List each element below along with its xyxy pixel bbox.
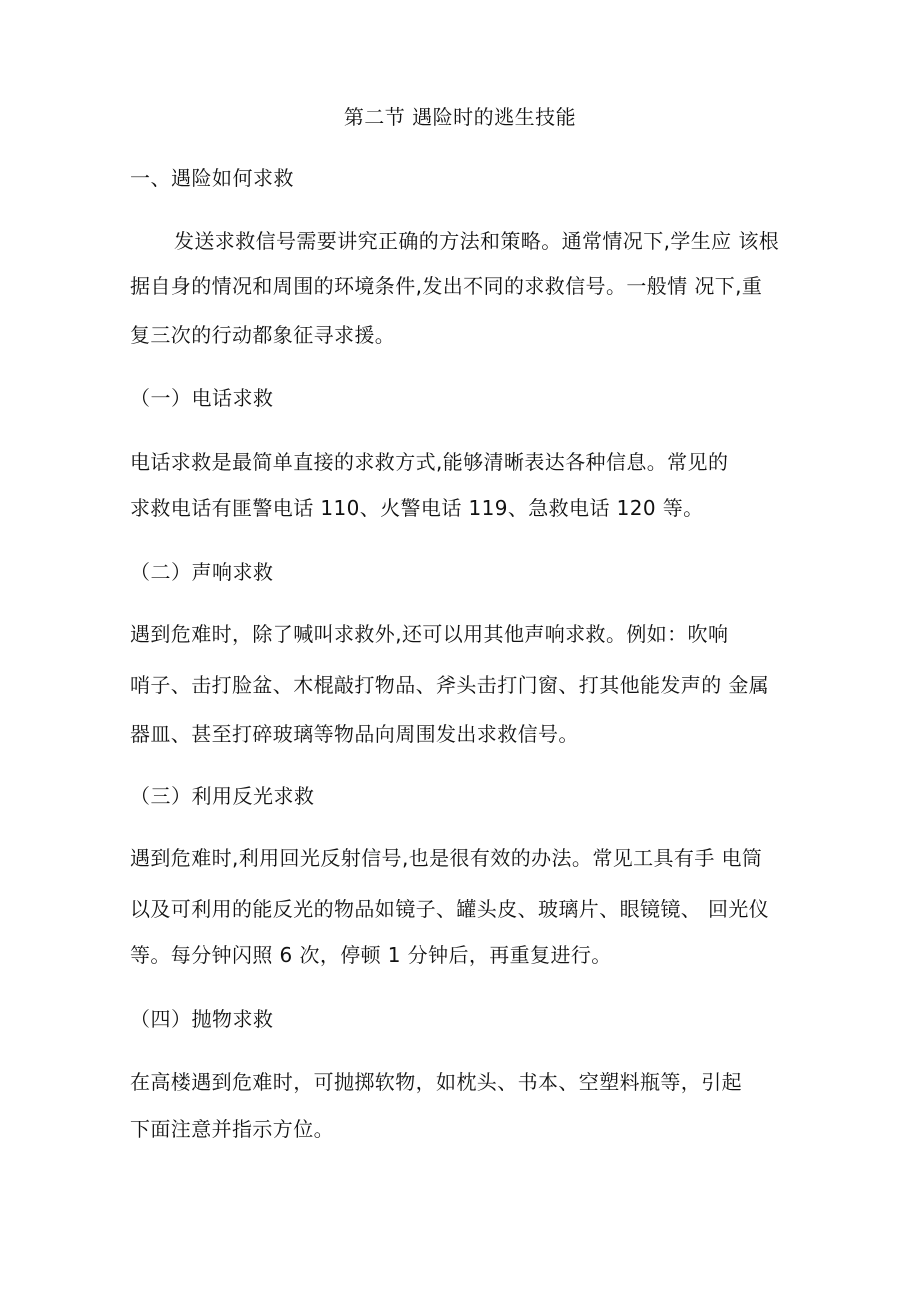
paragraph-line: 据自身的情况和周围的环境条件,发出不同的求救信号。一般情 况下,重 bbox=[130, 274, 763, 298]
paragraph-line: 在高楼遇到危难时，可抛掷软物，如枕头、书本、空塑料瓶等，引起 bbox=[130, 1070, 742, 1094]
subsection-heading-sound: （二）声响求救 bbox=[130, 560, 274, 584]
subsection-heading-throwing: （四）抛物求救 bbox=[130, 1007, 274, 1031]
paragraph-line: 以及可利用的能反光的物品如镜子、罐头皮、玻璃片、眼镜镜、 回光仪 bbox=[130, 897, 770, 921]
paragraph-line: 遇到危难时,利用回光反射信号,也是很有效的办法。常见工具有手 电筒 bbox=[130, 846, 763, 870]
subsection-heading-reflection: （三）利用反光求救 bbox=[130, 784, 315, 808]
paragraph-line: 器皿、甚至打碎玻璃等物品向周围发出求救信号。 bbox=[130, 722, 579, 746]
paragraph-line: 求救电话有匪警电话 110、火警电话 119、急救电话 120 等。 bbox=[130, 496, 704, 520]
paragraph-line: 电话求救是最简单直接的求救方式,能够清晰表达各种信息。常见的 bbox=[130, 450, 729, 474]
paragraph-line: 等。每分钟闪照 6 次，停顿 1 分钟后，再重复进行。 bbox=[130, 943, 612, 967]
paragraph-line: 复三次的行动都象征寻求援。 bbox=[130, 323, 396, 347]
paragraph-line: 哨子、击打脸盆、木棍敲打物品、斧头击打门窗、打其他能发声的 金属 bbox=[130, 673, 770, 697]
paragraph-line: 发送求救信号需要讲究正确的方法和策略。通常情况下,学生应 该根 bbox=[174, 229, 780, 253]
subsection-heading-phone: （一）电话求救 bbox=[130, 386, 274, 410]
section-heading-1: 一、遇险如何求救 bbox=[130, 166, 294, 190]
page-title: 第二节 遇险时的逃生技能 bbox=[343, 105, 577, 129]
paragraph-line: 下面注意并指示方位。 bbox=[130, 1117, 334, 1141]
paragraph-line: 遇到危难时，除了喊叫求救外,还可以用其他声响求救。例如：吹响 bbox=[130, 622, 729, 646]
